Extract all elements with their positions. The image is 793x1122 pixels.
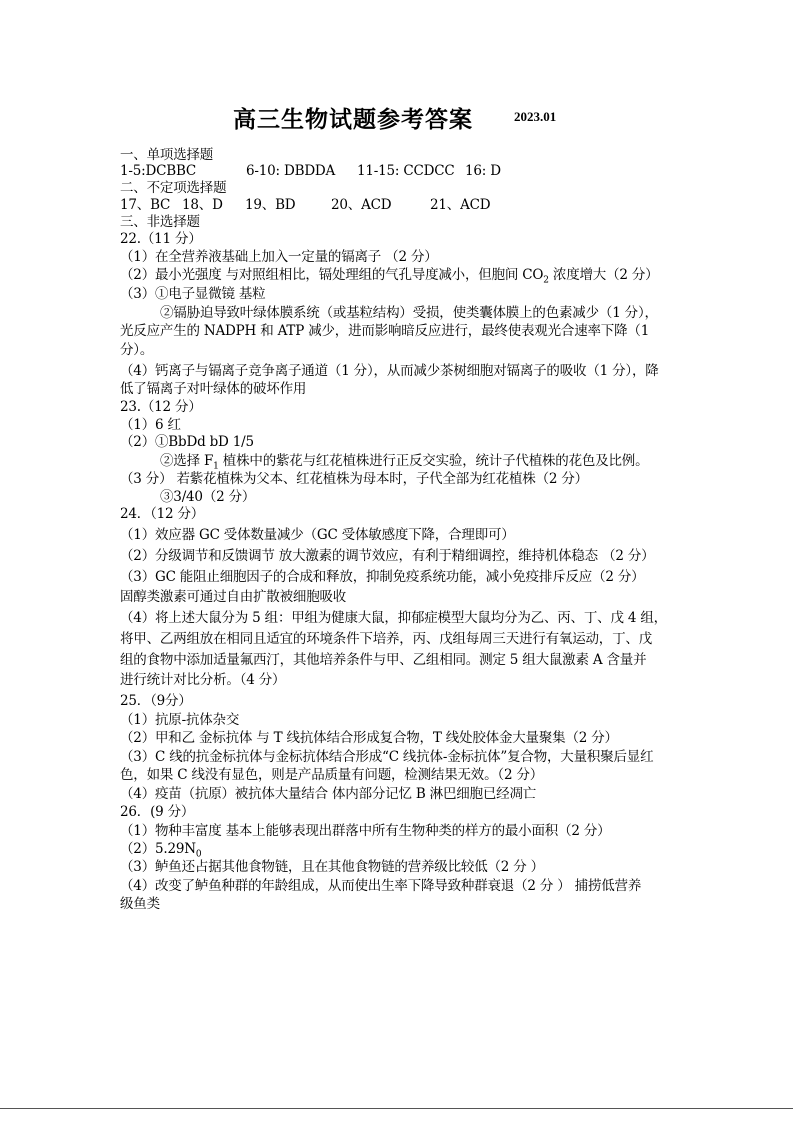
q25-line: （3）C 线的抗金标抗体与金标抗体结合形成“C 线抗体-金标抗体”复合物，大量积聚后显红 (120, 749, 654, 765)
q26-line: （1）物种丰富度 基本上能够表现出群落中所有生物种类的样方的最小面积（2 分） (120, 823, 611, 839)
q24-line: 组的食物中添加适量氟西汀，其他培养条件与甲、乙组相同。测定 5 组大鼠激素 A 含量并 (120, 652, 647, 668)
q24-heading: 24．（12 分） (120, 506, 205, 522)
q22-line: 光反应产生的 NADPH 和 ATP 减少，进而影响暗反应进行，最终使表观光合速率下降（1 (120, 323, 650, 339)
q22-line: （1）在全营养液基础上加入一定量的镉离子 （2 分） (120, 249, 438, 265)
section-1-heading: 一、单项选择题 (120, 147, 214, 163)
q26-text: （2）5.29N (120, 841, 196, 857)
q23-line: （3 分） 若紫花植株为父本、红花植株为母本时，子代全部为红花植株（2 分） (120, 471, 588, 487)
q22-line: （4）钙离子与镉离子竞争离子通道（1 分），从而减少茶树细胞对镉离子的吸收（1 分），降 (120, 363, 659, 379)
q23-heading: 23.（12 分） (120, 399, 202, 415)
section-2-heading: 二、不定项选择题 (120, 180, 227, 196)
q22-line: 低了镉离子对叶绿体的破坏作用 (120, 381, 307, 397)
answer-group: 17、BC (120, 197, 171, 213)
q26-heading: 26．(9 分） (120, 804, 195, 820)
section-2-answers (120, 196, 490, 214)
subscript: 1 (213, 461, 219, 472)
q22-text: （2）最小光强度 与对照组相比，镉处理组的气孔导度减小，但胞间 CO (120, 267, 544, 283)
section-1-answers (120, 162, 501, 180)
answer-group: 20、ACD (331, 197, 392, 213)
q22-line: （3）①电子显微镜 基粒 (120, 286, 266, 302)
q25-line: （4）疫苗（抗原）被抗体大量结合 体内部分记忆 B 淋巴细胞已经凋亡 (120, 786, 537, 802)
answer-group: 21、ACD (430, 197, 491, 213)
q24-line: （2）分级调节和反馈调节 放大激素的调节效应，有利于精细调控，维持机体稳态 （2 分） (120, 548, 655, 564)
q24-line: （1）效应器 GC 受体数量减少（GC 受体敏感度下降，合理即可） (120, 527, 515, 543)
q22-line: 分）。 (120, 342, 154, 358)
page-title: 高三生物试题参考答案 (233, 107, 473, 133)
section-3-heading: 三、非选择题 (120, 214, 200, 230)
answer-group: 18、D (182, 197, 223, 213)
q24-line: 固醇类激素可通过自由扩散被细胞吸收 (120, 589, 347, 605)
page-bottom-rule (0, 1108, 793, 1109)
answer-group: 19、BD (245, 197, 296, 213)
q26-line: （3）鲈鱼还占据其他食物链，且在其他食物链的营养级比较低（2 分 ） (120, 859, 544, 875)
exam-date: 2023.01 (514, 109, 557, 124)
q24-line: （3）GC 能阻止细胞因子的合成和释放，抑制免疫系统功能，减小免疫排斥反应（2 分） (120, 569, 645, 585)
subscript: 0 (195, 849, 202, 860)
q22-text: 浓度增大（2 分） (548, 267, 659, 283)
answer-group: 11-15: CCDCC (357, 163, 455, 179)
q23-line: （2）①BbDd bD 1/5 (120, 434, 254, 450)
q23-text: ②选择 F (160, 453, 214, 469)
q23-text: 植株中的紫花与红花植株进行正反交实验，统计子代植株的花色及比例。 (218, 453, 649, 469)
q23-line: （1）6 红 (120, 417, 181, 433)
q26-line: （4）改变了鲈鱼种群的年龄组成，从而使出生率下降导致种群衰退（2 分 ） 捕捞低营养 (120, 878, 642, 894)
answer-group: 6-10: DBDDA (246, 163, 336, 179)
q24-line: 进行统计对比分析。（4 分） (120, 672, 286, 688)
q25-line: （1）抗原-抗体杂交 (120, 712, 240, 728)
answer-group: 1-5:DCBBC (120, 163, 197, 179)
answer-group: 16: D (465, 163, 501, 179)
q25-line: （2）甲和乙 金标抗体 与 T 线抗体结合形成复合物，T 线处胶体金大量聚集（2 分） (120, 730, 618, 746)
subscript: 2 (543, 275, 549, 286)
q24-line: （4）将上述大鼠分为 5 组：甲组为健康大鼠，抑郁症模型大鼠均分为乙、丙、丁、戊 4 组， (120, 610, 667, 626)
q25-line: 色，如果 C 线没有显色，则是产品质量有问题，检测结果无效。（2 分） (120, 767, 544, 783)
q24-line: 将甲、乙两组放在相同且适宜的环境条件下培养，丙、戊组每周三天进行有氧运动，丁、戊 (120, 631, 652, 647)
q25-heading: 25．（9分） (120, 693, 192, 709)
q22-line: ②镉胁迫导致叶绿体膜系统（或基粒结构）受损，使类囊体膜上的色素减少（1 分）， (160, 305, 658, 321)
q22-heading: 22.（11 分） (120, 231, 202, 247)
q26-line: 级鱼类 (120, 896, 160, 912)
q23-line: ③3/40（2 分） (160, 489, 256, 505)
